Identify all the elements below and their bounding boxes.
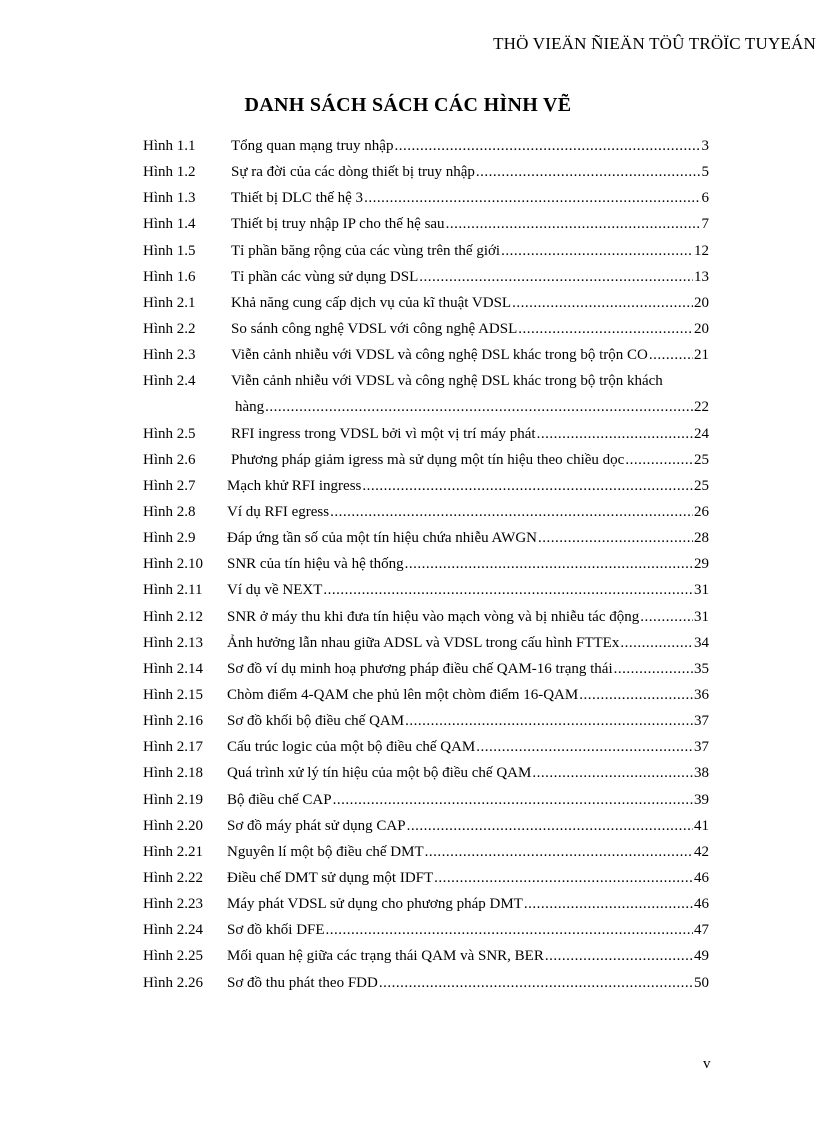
toc-entry[interactable] (143, 839, 709, 865)
dot-leader (394, 133, 700, 159)
running-header: THÖ VIEÄN ÑIEÄN TÖÛ TRÖÏC TUYEÁN (493, 34, 816, 53)
figure-label: Hình 2.1 (143, 294, 196, 311)
figure-label: Hình 1.2 (143, 164, 196, 181)
page-ref: 31 (694, 582, 709, 599)
figure-label: Hình 2.9 (143, 530, 196, 547)
dot-leader (419, 264, 693, 290)
toc-entry[interactable] (143, 865, 709, 891)
dot-leader (364, 185, 700, 211)
dot-leader (538, 525, 693, 551)
figure-caption: SNR ở máy thu khi đưa tín hiệu vào mạch vòng và bị nhiễu tác động (227, 608, 640, 625)
toc-entry[interactable] (143, 133, 709, 159)
figure-caption: Mạch khử RFI ingress (227, 477, 362, 494)
dot-leader (620, 630, 693, 656)
toc-entry[interactable] (143, 656, 709, 682)
page-ref: 5 (701, 164, 709, 181)
dot-leader (326, 917, 693, 943)
dot-leader (524, 891, 693, 917)
figure-caption: Phương pháp giảm igress mà sử dụng một tín hiệu theo chiều dọc (231, 451, 625, 468)
page-ref: 29 (694, 556, 709, 573)
toc-entry[interactable] (143, 604, 709, 630)
figure-label: Hình 2.6 (143, 451, 196, 468)
dot-leader (640, 604, 693, 630)
figure-caption: Khả năng cung cấp dịch vụ của kĩ thuật VDSL (231, 294, 512, 311)
figure-label: Hình 2.8 (143, 503, 196, 520)
page-ref: 38 (694, 765, 709, 782)
dot-leader (405, 551, 693, 577)
figure-caption: SNR của tín hiệu và hệ thống (227, 556, 404, 573)
toc-entry[interactable] (143, 264, 709, 290)
dot-leader (379, 970, 693, 996)
toc-entry[interactable] (143, 159, 709, 185)
figure-caption: Ảnh hưởng lẫn nhau giữa ADSL và VDSL trong cấu hình FTTEx (227, 634, 620, 651)
page-ref: 28 (694, 530, 709, 547)
figure-caption: Tỉ phần băng rộng của các vùng trên thế giới (231, 242, 501, 259)
figure-caption: Sự ra đời của các dòng thiết bị truy nhập (231, 164, 475, 181)
figure-label: Hình 2.14 (143, 660, 203, 677)
figure-label: Hình 2.16 (143, 713, 203, 730)
dot-leader (649, 342, 693, 368)
dot-leader (362, 473, 693, 499)
dot-leader (545, 943, 693, 969)
page-ref: 50 (694, 974, 709, 991)
dot-leader (330, 499, 693, 525)
figure-label: Hình 1.3 (143, 190, 196, 207)
page-ref: 41 (694, 817, 709, 834)
figure-label: Hình 2.25 (143, 948, 203, 965)
toc-entry[interactable] (143, 577, 709, 603)
toc-entry[interactable] (143, 917, 709, 943)
figure-caption: Cấu trúc logic của một bộ điều chế QAM (227, 739, 476, 756)
figure-label: Hình 2.4 (143, 373, 196, 390)
figure-label: Hình 2.22 (143, 869, 203, 886)
dot-leader (537, 421, 693, 447)
page-ref: 12 (694, 242, 709, 259)
figure-caption: Quá trình xử lý tín hiệu của một bộ điều chế QAM (227, 765, 532, 782)
figure-caption: Điều chế DMT sử dụng một IDFT (227, 869, 434, 886)
figure-caption: Sơ đồ thu phát theo FDD (227, 974, 378, 991)
figure-label: Hình 2.19 (143, 791, 203, 808)
figure-label: Hình 2.11 (143, 582, 203, 599)
page-ref: 25 (694, 477, 709, 494)
figure-label: Hình 2.24 (143, 922, 203, 939)
figure-label: Hình 2.12 (143, 608, 203, 625)
figure-label: Hình 2.23 (143, 896, 203, 913)
toc-entry[interactable] (143, 970, 709, 996)
list-of-figures (143, 133, 709, 996)
figure-caption: Thiết bị DLC thế hệ 3 (231, 190, 364, 207)
figure-label: Hình 1.1 (143, 138, 196, 154)
page-ref: 39 (694, 791, 709, 808)
figure-caption: Thiết bị truy nhập IP cho thế hệ sau (231, 216, 445, 233)
figure-caption: Viễn cảnh nhiễu với VDSL và công nghệ DSL khác trong bộ trộn khách (231, 373, 663, 390)
figure-caption: Viễn cảnh nhiễu với VDSL và công nghệ DSL khác trong bộ trộn CO (231, 347, 648, 364)
dot-leader (625, 447, 693, 473)
figure-label: Hình 2.10 (143, 556, 203, 573)
dot-leader (434, 865, 693, 891)
page-ref: 46 (694, 896, 709, 913)
page-ref: 36 (694, 686, 709, 703)
toc-entry[interactable] (143, 499, 709, 525)
toc-entry[interactable] (143, 368, 709, 394)
dot-leader (265, 394, 693, 420)
page-ref: 3 (701, 138, 709, 154)
page-ref: 34 (694, 634, 709, 651)
page-ref: 31 (694, 608, 709, 625)
dot-leader (518, 316, 693, 342)
toc-entry[interactable] (143, 551, 709, 577)
page-ref: 21 (694, 347, 709, 364)
figure-label: Hình 1.5 (143, 242, 196, 259)
page-ref: 37 (694, 713, 709, 730)
figure-caption: Ví dụ về NEXT (227, 582, 323, 599)
figure-caption: Mối quan hệ giữa các trạng thái QAM và SNR, BER (227, 948, 544, 965)
figure-caption: RFI ingress trong VDSL bởi vì một vị trí máy phát (231, 425, 536, 442)
dot-leader (476, 159, 701, 185)
toc-entry[interactable] (143, 473, 709, 499)
toc-entry[interactable] (143, 760, 709, 786)
dot-leader (579, 682, 693, 708)
dot-leader (476, 734, 693, 760)
figure-caption: Tỉ phần các vùng sử dụng DSL (231, 268, 419, 285)
figure-label: Hình 2.26 (143, 974, 203, 991)
figure-caption: Sơ đồ ví dụ minh hoạ phương pháp điều chế QAM-16 trạng thái (227, 660, 613, 677)
figure-caption: Tổng quan mạng truy nhập (231, 138, 394, 154)
figure-caption: Ví dụ RFI egress (227, 503, 330, 520)
toc-entry[interactable] (143, 238, 709, 264)
figure-caption: So sánh công nghệ VDSL với công nghệ ADSL (231, 320, 518, 337)
page-ref: 20 (694, 294, 709, 311)
page-ref: 13 (694, 268, 709, 285)
page-title: DANH SÁCH SÁCH CÁC HÌNH VẼ (244, 94, 572, 116)
figure-label: Hình 2.3 (143, 347, 196, 364)
page-ref: 37 (694, 739, 709, 756)
toc-entry[interactable] (143, 342, 709, 368)
figure-caption: Sơ đồ khối bộ điều chế QAM (227, 713, 405, 730)
page-ref: 7 (701, 216, 709, 233)
figure-caption: Sơ đồ máy phát sử dụng CAP (227, 817, 406, 834)
figure-label: Hình 2.20 (143, 817, 203, 834)
page-ref: 42 (694, 843, 709, 860)
figure-caption: Chòm điểm 4-QAM che phủ lên một chòm điểm 16-QAM (227, 686, 579, 703)
toc-entry[interactable] (143, 185, 709, 211)
page-number: v (703, 1056, 711, 1072)
dot-leader (501, 238, 693, 264)
page-ref: 24 (694, 425, 709, 442)
toc-entry-continuation[interactable] (143, 394, 709, 420)
figure-label: Hình 2.5 (143, 425, 196, 442)
figure-label: Hình 2.2 (143, 320, 196, 337)
toc-entry[interactable] (143, 525, 709, 551)
figure-caption: Sơ đồ khối DFE (227, 922, 325, 939)
page-ref: 26 (694, 503, 709, 520)
dot-leader (532, 760, 693, 786)
toc-entry[interactable] (143, 682, 709, 708)
dot-leader (333, 787, 693, 813)
figure-label: Hình 2.15 (143, 686, 203, 703)
toc-entry[interactable] (143, 787, 709, 813)
figure-label: Hình 2.13 (143, 634, 203, 651)
page-ref: 49 (694, 948, 709, 965)
toc-entry[interactable] (143, 447, 709, 473)
toc-entry[interactable] (143, 316, 709, 342)
figure-label: Hình 1.4 (143, 216, 196, 233)
dot-leader (407, 813, 693, 839)
toc-entry[interactable] (143, 734, 709, 760)
figure-caption: Nguyên lí một bộ điều chế DMT (227, 843, 424, 860)
toc-entry[interactable] (143, 943, 709, 969)
toc-entry[interactable] (143, 630, 709, 656)
page-ref: 20 (694, 320, 709, 337)
figure-label: Hình 2.17 (143, 739, 203, 756)
dot-leader (446, 211, 701, 237)
toc-entry[interactable] (143, 211, 709, 237)
page-ref: 47 (694, 922, 709, 939)
figure-label: Hình 2.21 (143, 843, 203, 860)
dot-leader (512, 290, 693, 316)
toc-entry[interactable] (143, 708, 709, 734)
toc-entry[interactable] (143, 290, 709, 316)
dot-leader (405, 708, 693, 734)
dot-leader (323, 577, 693, 603)
toc-entry[interactable] (143, 813, 709, 839)
toc-entry[interactable] (143, 421, 709, 447)
page-ref: 6 (701, 190, 709, 207)
page-ref: 25 (694, 451, 709, 468)
page-ref: 35 (694, 660, 709, 677)
page-ref: 22 (694, 399, 709, 416)
figure-label: Hình 2.18 (143, 765, 203, 782)
dot-leader (614, 656, 693, 682)
figure-label: Hình 1.6 (143, 268, 196, 285)
toc-entry[interactable] (143, 891, 709, 917)
dot-leader (425, 839, 693, 865)
figure-label: Hình 2.7 (143, 477, 196, 494)
figure-caption: Đáp ứng tần số của một tín hiệu chứa nhiễu AWGN (227, 530, 537, 547)
figure-caption-continuation: hàng (235, 399, 265, 416)
page-ref: 46 (694, 869, 709, 886)
figure-caption: Bộ điều chế CAP (227, 791, 332, 808)
figure-caption: Máy phát VDSL sử dụng cho phương pháp DMT (227, 896, 523, 913)
